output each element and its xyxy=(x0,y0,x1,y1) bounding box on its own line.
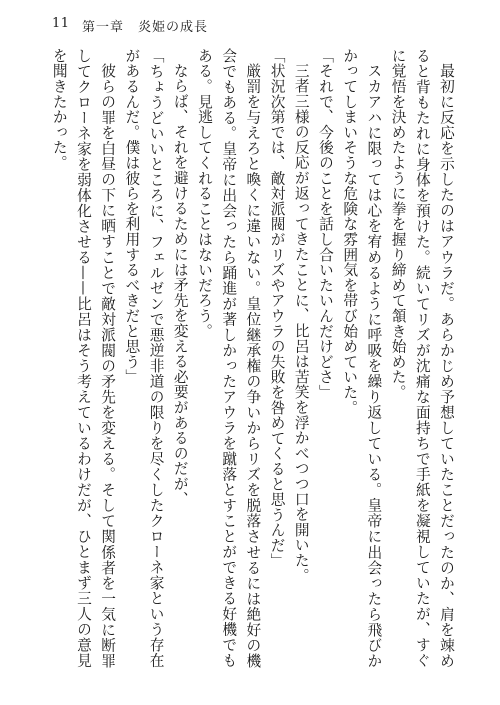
paragraph-2: スカアハに限っては心を宥めるように呼吸を繰り返している。皇帝に出会ったら飛びかかってしまいそうな危険な雰囲気を帯び始めていた。 xyxy=(341,48,383,668)
page-header xyxy=(0,0,500,40)
paragraph-6: 彼らの罪を白昼の下に晒すことで敵対派閥の矛先を変える。そして関係者を一気に断罪してクローネ家を弱体化させる——比呂はそう考えているわけだが、ひとまず三人の意見を聞きたかった。 xyxy=(50,48,117,668)
paragraph-3: 三者三様の反応が返ってきたことに、比呂は苦笑を浮かべつつ口を開いた。 xyxy=(292,62,310,583)
paragraph-1: 最初に反応を示したのはアウラだ。あらかじめ予想していたことだったのか、肩を竦めると背もたれに身体を預けた。続いてリズが沈痛な面持ちで手紙を凝視していたが、すぐに覚悟を決めたように拳を握り締めて頷き始めた。 xyxy=(389,48,455,668)
vertical-text-body xyxy=(48,48,458,668)
dialogue-2: 「状況次第では、敵対派閥がリズやアウラの失敗を咎めてくると思うんだ」 xyxy=(268,48,286,569)
paragraph-5: ならば、それを避けるためには矛先を変える必要があるのだが、 xyxy=(171,62,189,507)
chapter-title: 第一章 炎姫の成長 xyxy=(82,20,209,35)
page-number: 11 xyxy=(52,16,70,31)
dialogue-1: 「それで、今後のことを話し合いたいんだけどさ」 xyxy=(316,48,334,400)
dialogue-3: 「ちょうどいいところに、フェルゼンで悪逆非道の限りを尽くしたクローネ家という存在があるんだ。僕は彼らを利用するべきだと思う」 xyxy=(123,48,165,668)
paragraph-4: 厳罰を与えろと喚くに違いない。皇位継承権の争いからリズを脱落させるには絶好の機会でもある。皇帝に出会ったら踊進が著しかったアウラを蹴落とすことができる好機でもある。見逃してくれることはないだろう。 xyxy=(195,48,262,668)
